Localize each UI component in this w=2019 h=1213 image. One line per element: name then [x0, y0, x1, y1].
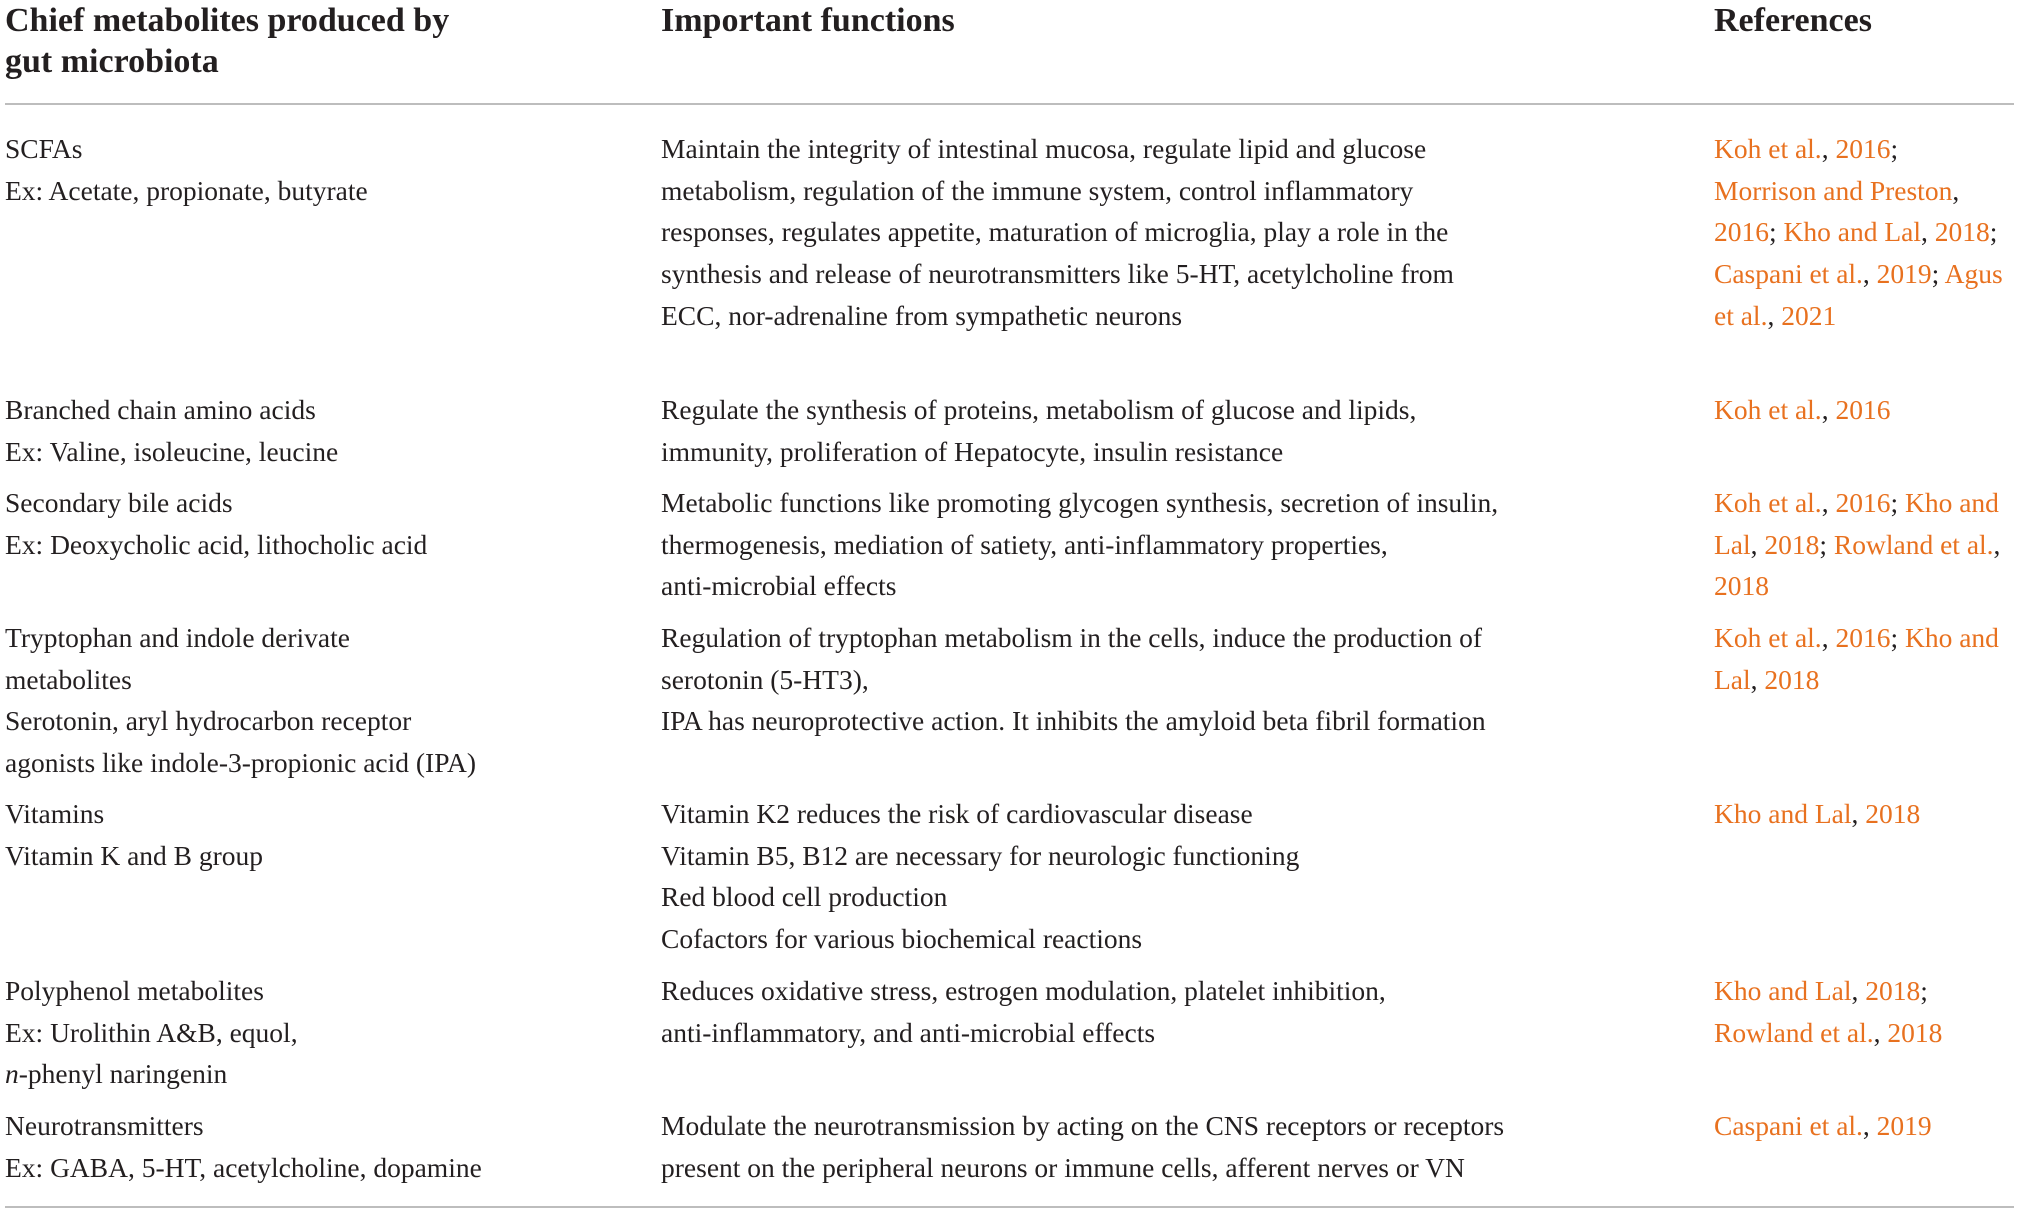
- reference-separator: ;: [1890, 133, 1899, 164]
- reference-separator: ,: [1821, 487, 1836, 518]
- reference-separator: ;: [1931, 258, 1945, 290]
- reference-separator: ;: [1920, 975, 1928, 1006]
- reference-year-link[interactable]: 2018: [1887, 1016, 1943, 1048]
- row-polyphenol-references: [1714, 970, 2014, 1053]
- metabolite-line: Ex: Valine, isoleucine, leucine: [5, 435, 339, 467]
- reference-year-link[interactable]: 2019: [1876, 258, 1932, 290]
- reference-link-kho[interactable]: Kho and Lal: [1714, 975, 1852, 1006]
- function-line: anti-microbial effects: [661, 570, 897, 602]
- reference-year-link[interactable]: 2018: [1764, 528, 1820, 560]
- reference-separator: ,: [1862, 1110, 1877, 1141]
- header-metabolite: [5, 0, 645, 82]
- row-tryptophan-references: [1714, 617, 2014, 700]
- header-rule: [5, 103, 2014, 105]
- reference-separator: ;: [1890, 622, 1905, 653]
- row-neurotransmitters-references: [1714, 1105, 2014, 1147]
- reference-year-link[interactable]: 2016: [1835, 394, 1891, 425]
- reference-link-rowland[interactable]: Rowland et al.: [1714, 1016, 1874, 1048]
- function-line: synthesis and release of neurotransmitters like 5-HT, acetylcholine from: [661, 258, 1454, 290]
- reference-year-link[interactable]: 2021: [1781, 299, 1837, 331]
- row-polyphenol-functions: [661, 970, 1696, 1053]
- header-metabolite-line-2: gut microbiota: [5, 43, 219, 80]
- function-line: anti-inflammatory, and anti-microbial effects: [661, 1016, 1156, 1048]
- reference-link-koh[interactable]: Koh et al.: [1714, 133, 1822, 164]
- function-line: Maintain the integrity of intestinal mucosa, regulate lipid and glucose: [661, 133, 1427, 164]
- reference-separator: ,: [1821, 622, 1836, 653]
- reference-year-link[interactable]: 2018: [1934, 216, 1990, 248]
- reference-separator: ,: [1851, 975, 1866, 1006]
- reference-link-caspani[interactable]: Caspani et al.: [1714, 258, 1863, 290]
- reference-link-koh[interactable]: Koh et al.: [1714, 622, 1822, 653]
- reference-link-kho-cont[interactable]: Lal: [1714, 528, 1751, 560]
- reference-link-rowland[interactable]: Rowland et al.: [1833, 528, 1994, 560]
- reference-link-kho[interactable]: Kho and Lal: [1714, 798, 1852, 829]
- row-bcaa-metabolite: [5, 389, 645, 472]
- function-line: Cofactors for various biochemical reactions: [661, 923, 1143, 955]
- row-bile-acids-functions: [661, 482, 1696, 607]
- reference-separator: ,: [1750, 663, 1765, 695]
- reference-link-kho[interactable]: Kho and: [1904, 487, 1999, 518]
- function-line: metabolism, regulation of the immune system, control inflammatory: [661, 174, 1414, 206]
- function-line: Regulation of tryptophan metabolism in the cells, induce the production of: [661, 622, 1482, 653]
- row-tryptophan-metabolite: [5, 617, 645, 784]
- reference-separator: ,: [1821, 133, 1836, 164]
- metabolite-line: Vitamins: [5, 798, 105, 829]
- reference-year-link[interactable]: 2019: [1876, 1110, 1932, 1141]
- reference-separator: ;: [1989, 216, 1998, 248]
- function-line: Regulate the synthesis of proteins, metabolism of glucose and lipids,: [661, 394, 1417, 425]
- function-line: Vitamin B5, B12 are necessary for neurologic functioning: [661, 839, 1300, 871]
- metabolite-line: Vitamin K and B group: [5, 839, 264, 871]
- metabolite-line: Branched chain amino acids: [5, 394, 316, 425]
- row-scfas-metabolite: [5, 128, 645, 211]
- function-line: IPA has neuroprotective action. It inhibits the amyloid beta fibril formation: [661, 705, 1486, 737]
- reference-separator: ,: [1851, 798, 1866, 829]
- reference-separator: ,: [1862, 258, 1877, 290]
- metabolite-line: -phenyl naringenin: [18, 1058, 228, 1090]
- row-neurotransmitters-metabolite: [5, 1105, 645, 1188]
- function-line: Vitamin K2 reduces the risk of cardiovascular disease: [661, 798, 1253, 829]
- reference-link-koh[interactable]: Koh et al.: [1714, 487, 1822, 518]
- reference-year-link[interactable]: 2018: [1865, 975, 1921, 1006]
- reference-link-kho[interactable]: Kho and Lal: [1783, 216, 1921, 248]
- metabolite-line: SCFAs: [5, 133, 83, 164]
- metabolite-line: Ex: GABA, 5-HT, acetylcholine, dopamine: [5, 1151, 482, 1183]
- metabolite-line: Secondary bile acids: [5, 487, 233, 518]
- metabolite-line: Neurotransmitters: [5, 1110, 204, 1141]
- function-line: responses, regulates appetite, maturation of microglia, play a role in the: [661, 216, 1449, 248]
- reference-year-link[interactable]: 2016: [1714, 216, 1769, 248]
- reference-separator: ;: [1890, 487, 1905, 518]
- function-line: Modulate the neurotransmission by acting on the CNS receptors or receptors: [661, 1110, 1505, 1141]
- row-vitamins-metabolite: [5, 793, 645, 876]
- reference-separator: ,: [1952, 174, 1960, 206]
- metabolite-line: Serotonin, aryl hydrocarbon receptor: [5, 705, 412, 737]
- reference-year-link[interactable]: 2016: [1835, 622, 1891, 653]
- reference-separator: ;: [1769, 216, 1784, 248]
- reference-separator: ,: [1993, 528, 2001, 560]
- metabolite-line: Polyphenol metabolites: [5, 975, 264, 1006]
- reference-year-link[interactable]: 2018: [1764, 663, 1820, 695]
- metabolite-line: Ex: Urolithin A&B, equol,: [5, 1016, 298, 1048]
- row-bcaa-references: [1714, 389, 2014, 431]
- header-functions: Important functions: [661, 2, 955, 39]
- header-metabolite-line-1: Chief metabolites produced by: [5, 2, 450, 39]
- reference-separator: ,: [1750, 528, 1765, 560]
- row-tryptophan-functions: [661, 617, 1696, 742]
- reference-year-link[interactable]: 2016: [1835, 133, 1891, 164]
- reference-link-agus[interactable]: Agus: [1944, 258, 2003, 290]
- reference-year-link[interactable]: 2018: [1714, 570, 1769, 602]
- metabolite-line: Tryptophan and indole derivate: [5, 622, 350, 653]
- function-line: ECC, nor-adrenaline from sympathetic neurons: [661, 299, 1183, 331]
- row-scfas-references: [1714, 128, 2014, 337]
- metabolite-line: metabolites: [5, 663, 132, 695]
- reference-link-kho[interactable]: Kho and: [1904, 622, 1999, 653]
- metabolite-italic-n: n: [5, 1058, 19, 1090]
- header-references: References: [1714, 2, 1872, 39]
- reference-year-link[interactable]: 2016: [1835, 487, 1891, 518]
- metabolite-line: Ex: Acetate, propionate, butyrate: [5, 174, 368, 206]
- function-line: serotonin (5-HT3),: [661, 663, 869, 695]
- reference-link-agus-cont[interactable]: et al.: [1714, 299, 1768, 331]
- function-line: thermogenesis, mediation of satiety, anti-inflammatory properties,: [661, 528, 1388, 560]
- row-bcaa-functions: [661, 389, 1696, 472]
- reference-separator: ,: [1767, 299, 1782, 331]
- metabolite-line: Ex: Deoxycholic acid, lithocholic acid: [5, 528, 428, 560]
- reference-separator: ,: [1821, 394, 1836, 425]
- row-vitamins-functions: [661, 793, 1696, 960]
- function-line: Reduces oxidative stress, estrogen modulation, platelet inhibition,: [661, 975, 1386, 1006]
- row-vitamins-references: [1714, 793, 2014, 835]
- function-line: Red blood cell production: [661, 881, 948, 913]
- row-polyphenol-metabolite: [5, 970, 645, 1095]
- reference-link-morrison[interactable]: Morrison and Preston: [1714, 174, 1953, 206]
- reference-year-link[interactable]: 2018: [1865, 798, 1921, 829]
- row-bile-acids-metabolite: [5, 482, 645, 565]
- reference-separator: ,: [1873, 1016, 1888, 1048]
- function-line: Metabolic functions like promoting glycogen synthesis, secretion of insulin,: [661, 487, 1499, 518]
- metabolite-line: agonists like indole-3-propionic acid (IPA): [5, 747, 476, 779]
- function-line: present on the peripheral neurons or immune cells, afferent nerves or VN: [661, 1151, 1465, 1183]
- reference-link-kho-cont[interactable]: Lal: [1714, 663, 1751, 695]
- reference-link-koh[interactable]: Koh et al.: [1714, 394, 1822, 425]
- row-bile-acids-references: [1714, 482, 2014, 607]
- reference-link-caspani[interactable]: Caspani et al.: [1714, 1110, 1863, 1141]
- footer-rule: [5, 1206, 2014, 1208]
- reference-separator: ,: [1920, 216, 1935, 248]
- row-neurotransmitters-functions: [661, 1105, 1696, 1188]
- function-line: immunity, proliferation of Hepatocyte, insulin resistance: [661, 435, 1284, 467]
- row-scfas-functions: [661, 128, 1696, 337]
- reference-separator: ;: [1819, 528, 1834, 560]
